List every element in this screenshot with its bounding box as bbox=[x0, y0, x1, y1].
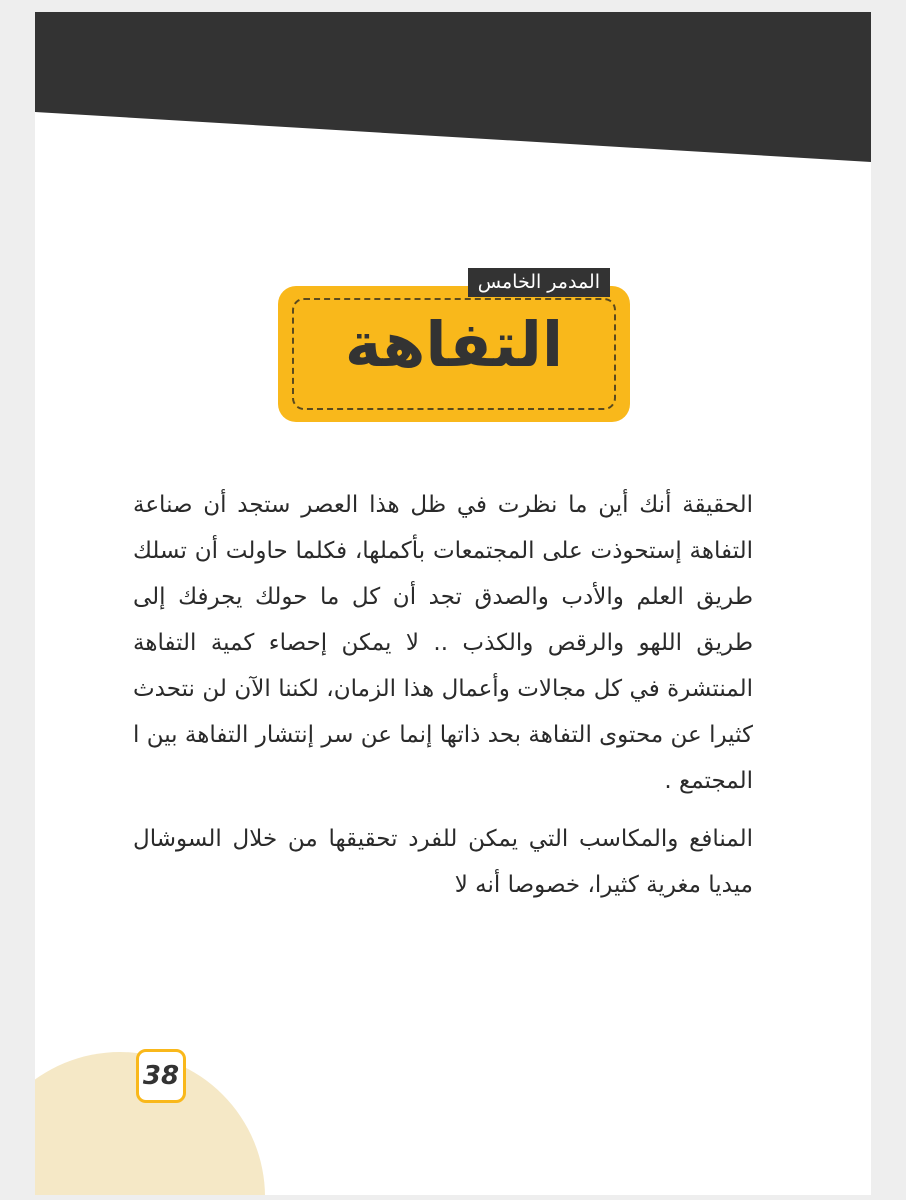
paragraph-1: الحقيقة أنك أين ما نظرت في ظل هذا العصر ستجد أن صناعة التفاهة إستحوذت على المجتمعات بأكملها، فكلما حاولت أن تسلك طريق العلم والأدب والصدق تجد أن كل ما حولك يجرفك إلى طريق اللهو والرقص والكذب .. لا يمكن إحصاء كمية التفاهة المنتشرة في كل مجالات وأعمال هذا الزمان، لكننا الآن لن نتحدث كثيرا عن محتوى التفاهة بحد ذاتها إنما عن سر إنتشار التفاهة بين ا المجتمع . bbox=[133, 492, 753, 794]
body-text bbox=[133, 482, 753, 920]
top-dark-band bbox=[35, 12, 871, 172]
paragraph-2: المنافع والمكاسب التي يمكن للفرد تحقيقها من خلال السوشال ميديا مغرية كثيرا، خصوصا أنه لا bbox=[133, 826, 753, 898]
book-page bbox=[35, 12, 871, 1195]
chapter-subtitle: المدمر الخامس bbox=[468, 268, 610, 297]
title-label-card bbox=[278, 286, 630, 422]
chapter-title-block bbox=[278, 268, 630, 428]
page-number: 38 bbox=[136, 1049, 186, 1103]
chapter-title: التفاهة bbox=[344, 308, 564, 381]
